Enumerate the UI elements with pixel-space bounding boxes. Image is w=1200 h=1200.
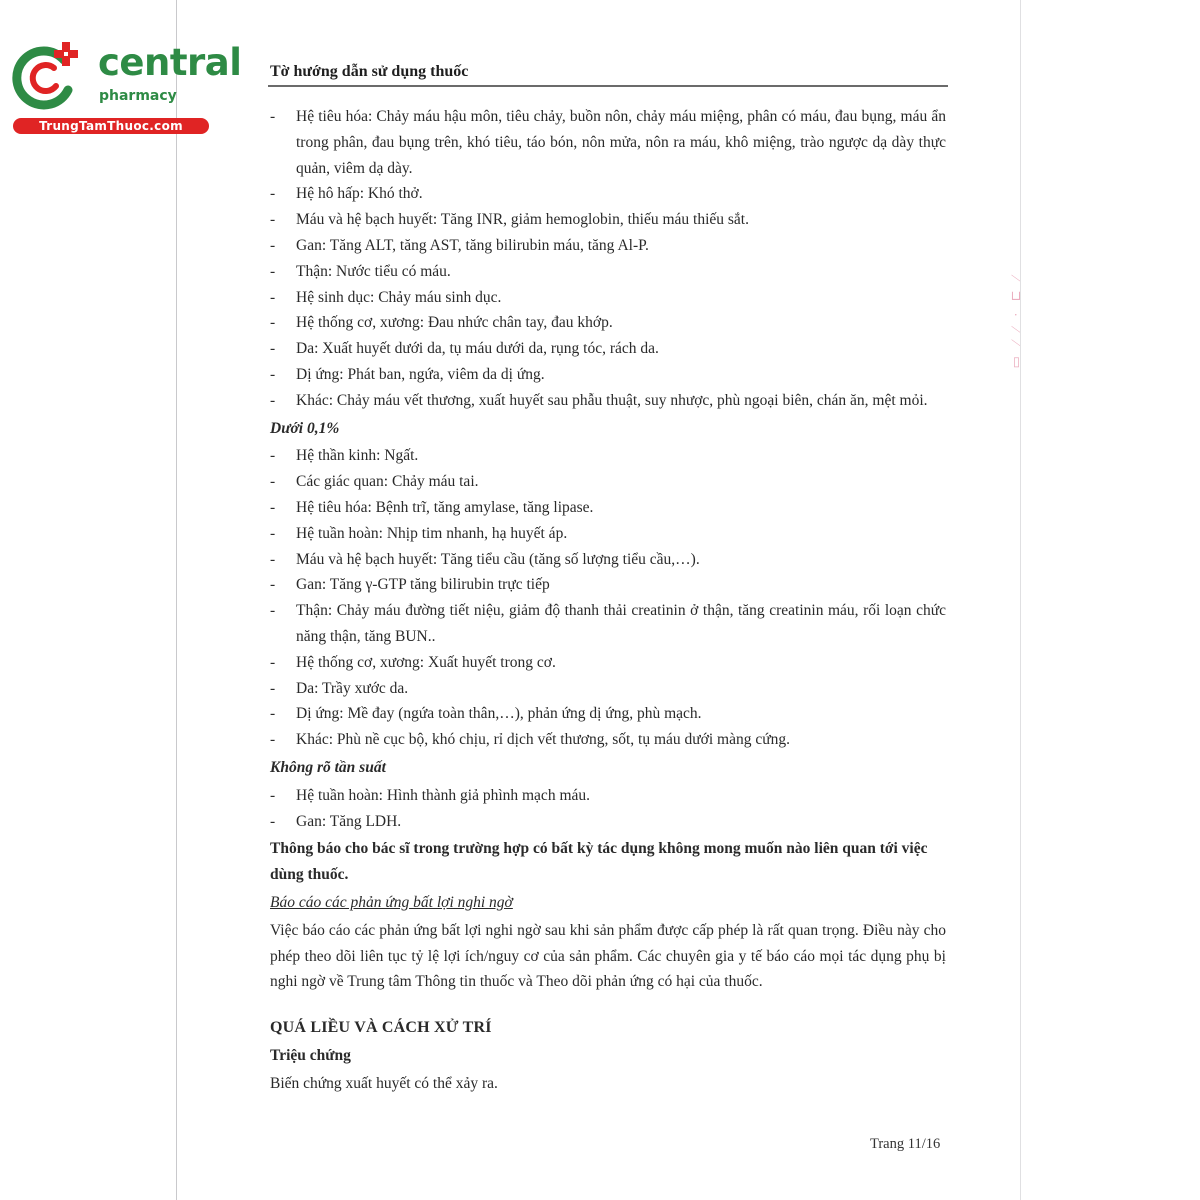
list-item: - Hệ tuần hoàn: Nhịp tim nhanh, hạ huyết áp. [270, 524, 568, 542]
logo-sub-text: pharmacy [99, 88, 177, 104]
adverse-effects-list-rare [270, 443, 946, 753]
adverse-effects-list-common [270, 104, 946, 414]
list-item: - Máu và hệ bạch huyết: Tăng tiểu cầu (tăng số lượng tiểu cầu,…). [270, 550, 700, 568]
logo-brand-text: central [98, 41, 242, 84]
overdose-section-title: QUÁ LIỀU VÀ CÁCH XỬ TRÍ [270, 1019, 492, 1037]
symptoms-text: Biến chứng xuất huyết có thể xảy ra. [270, 1074, 498, 1092]
list-item: - Thận: Nước tiểu có máu. [270, 262, 451, 280]
list-item: - Hệ sinh dục: Chảy máu sinh dục. [270, 288, 502, 306]
list-item: - Gan: Tăng LDH. [270, 812, 402, 830]
page-edge-left [176, 0, 177, 1200]
logo-url-badge: TrungTamThuoc.com [13, 118, 209, 134]
list-item: - Dị ứng: Mề đay (ngứa toàn thân,…), phản ứng dị ứng, phù mạch. [270, 705, 702, 723]
list-item: - Máu và hệ bạch huyết: Tăng INR, giảm hemoglobin, thiếu máu thiếu sắt. [270, 211, 749, 229]
subheading-unknown-frequency: Không rõ tần suất [270, 758, 386, 776]
report-paragraph: Việc báo cáo các phản ứng bất lợi nghi ngờ sau khi sản phẩm được cấp phép là rất quan trọng. Điều này cho phép theo dõi liên tục tỷ lệ lợi ích/nguy cơ của sản phẩm. Các chuyên gia y tế báo cáo mọi tác dụng phụ bị nghi ngờ về Trung tâm Thông tin thuốc và Theo dõi phản ứng có hại của thuốc. [270, 921, 946, 991]
document-header-title: Tờ hướng dẫn sử dụng thuốc [270, 63, 469, 80]
symptoms-heading: Triệu chứng [270, 1046, 351, 1064]
list-item: - Hệ tiêu hóa: Bệnh trĩ, tăng amylase, tăng lipase. [270, 498, 594, 516]
list-item: - Hệ tiêu hóa: Chảy máu hậu môn, tiêu chảy, buồn nôn, chảy máu miệng, phân có máu, đau bụng, máu ẩn trong phân, đau bụng trên, khó tiêu, táo bón, nôn mửa, nôn ra máu, khô miệng, trào ngược dạ dày thực quản, viêm dạ dày. [270, 108, 946, 177]
central-pharmacy-logo [10, 38, 242, 138]
list-item: - Thận: Chảy máu đường tiết niệu, giảm độ thanh thải creatinin ở thận, tăng creatinin máu, rối loạn chức năng thận, tăng BUN.. [270, 602, 946, 645]
page-edge-right [1020, 0, 1021, 1200]
list-item: - Hệ hô hấp: Khó thở. [270, 185, 423, 203]
list-item: - Gan: Tăng γ-GTP tăng bilirubin trực tiếp [270, 576, 550, 594]
list-item: - Khác: Chảy máu vết thương, xuất huyết sau phẫu thuật, suy nhược, phù ngoại biên, chán ăn, mệt mỏi. [270, 391, 928, 409]
list-item: - Hệ thống cơ, xương: Đau nhức chân tay, đau khớp. [270, 314, 613, 332]
faint-stamp-mark: ▯ ⁄ ∕ · ⊏ ⁄ [1008, 272, 1023, 370]
header-divider [268, 85, 948, 87]
list-item: - Da: Xuất huyết dưới da, tụ máu dưới da, rụng tóc, rách da. [270, 340, 659, 358]
list-item: - Khác: Phù nề cục bộ, khó chịu, rỉ dịch vết thương, sốt, tụ máu dưới màng cứng. [270, 731, 791, 749]
list-item: - Dị ứng: Phát ban, ngứa, viêm da dị ứng. [270, 365, 545, 383]
report-heading: Báo cáo các phản ứng bất lợi nghi ngờ [270, 893, 513, 911]
list-item: - Hệ thần kinh: Ngất. [270, 447, 419, 465]
list-item: - Hệ thống cơ, xương: Xuất huyết trong cơ. [270, 653, 556, 671]
document-body [270, 104, 946, 1096]
pharmacy-cross-logo-icon [12, 40, 82, 110]
list-item: - Gan: Tăng ALT, tăng AST, tăng bilirubin máu, tăng Al-P. [270, 236, 649, 254]
subheading-rare: Dưới 0,1% [270, 419, 340, 437]
page-number: Trang 11/16 [870, 1136, 941, 1152]
doctor-notice: Thông báo cho bác sĩ trong trường hợp có bất kỳ tác dụng không mong muốn nào liên quan tới việc dùng thuốc. [270, 840, 928, 884]
list-item: - Da: Trầy xước da. [270, 679, 409, 697]
adverse-effects-list-unknown [270, 783, 946, 835]
list-item: - Các giác quan: Chảy máu tai. [270, 473, 479, 491]
list-item: - Hệ tuần hoàn: Hình thành giả phình mạch máu. [270, 786, 591, 804]
